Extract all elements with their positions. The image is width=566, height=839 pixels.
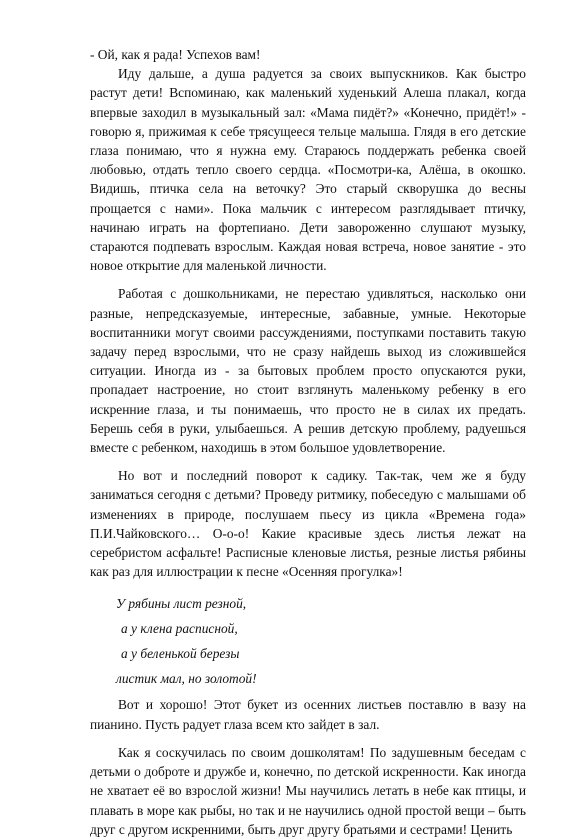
- paragraph-sincerity: Как я соскучилась по своим дошколятам! По задушевным беседам с детьми о доброте и дружбе и, конечно, по детской искренности. Как иногда не хватает её во взрослой жизни! Мы научились летать в небе как птицы, и плавать в море как рыбы, но так и не научились одной простой вещи – быть друг с другом искренними, быть друг другу братьями и сестрами! Ценить: [90, 744, 526, 837]
- poem: [116, 591, 526, 691]
- paragraph-preschoolers: Работая с дошкольниками, не перестаю удивляться, насколько они разные, непредсказуемые, интересные, забавные, умные. Некоторые воспитанники могут своими рассуждениями, поступками поставить такую задачу перед взрослыми, что не сразу найдешь выход из сложившейся ситуации. Иногда из - за бытовых проблем просто опускаются руки, пропадает настроение, но стоит взглянуть маленькому ребенку в его искренние глаза, и ты понимаешь, что просто не в силах их предать. Берешь себя в руки, улыбаешься. А решив детскую проблему, радуешься вместе с ребенком, находишь в этом большое удовлетворение.: [90, 286, 526, 456]
- paragraph-greeting: - Ой, как я рада! Успехов вам!: [90, 47, 261, 62]
- poem-line: а у клена расписной,: [121, 621, 238, 637]
- poem-line: а у беленькой березы: [121, 646, 240, 662]
- paragraph-kindergarten: Но вот и последний поворот к садику. Так-так, чем же я буду заниматься сегодня с детьми? Проведу ритмику, побеседую с малышами об изменениях в природе, послушаем пьесу из цикла «Времена года» П.И.Чайковского… О-о-о! Какие красивые здесь листья лежат на серебристом асфальте! Расписные кленовые листья, резные листья рябины как раз для иллюстрации к песне «Осенняя прогулка»!: [90, 468, 526, 580]
- poem-line: листик мал, но золотой!: [116, 671, 257, 687]
- paragraph-bouquet: Вот и хорошо! Этот букет из осенних листьев поставлю в вазу на пианино. Пусть радует глаза всем кто зайдет в зал.: [90, 697, 526, 732]
- poem-line: У рябины лист резной,: [116, 596, 247, 612]
- paragraph-memories: Иду дальше, а душа радуется за своих выпускников. Как быстро растут дети! Вспоминаю, как маленький худенький Алеша плакал, когда впервые заходил в музыкальный зал: «Мама пидёт?» «Конечно, придёт!» - говорю я, прижимая к себе трясущееся тельце малыша. Глядя в его детские глаза понимаю, что я нужна ему. Стараюсь поддержать ребенка своей любовью, отдать тепло своего сердца. «Посмотри-ка, Алёша, в окошко. Видишь, птичка села на веточку? Это старый скворушка до весны прощается с нами». Пока мальчик с интересом разглядывает птичку, начинаю играть на фортепиано. Дети завороженно слушают музыку, стараются подпевать взрослым. Каждая новая встреча, новое занятие - это новое открытие для маленькой личности.: [90, 66, 526, 274]
